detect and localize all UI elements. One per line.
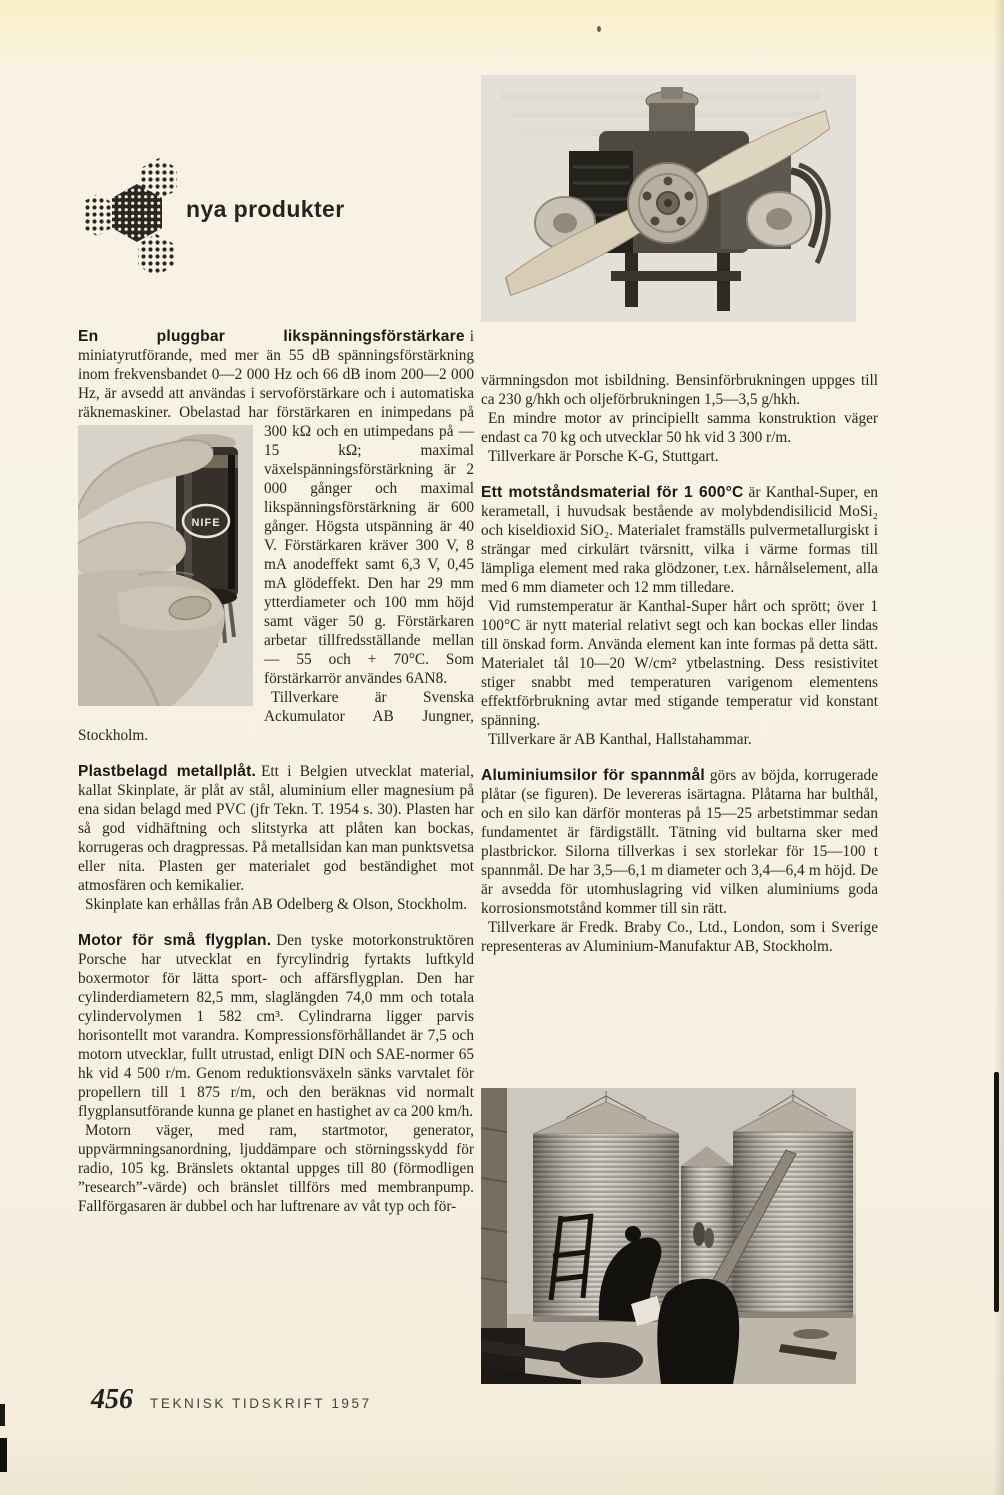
engine-propeller-photo: [481, 75, 856, 322]
scan-artifact: [597, 26, 601, 32]
article-amplifier-body-intro: i miniatyrutförande, med mer än 55 dB spänningsförstärkning inom frekvensbandet 0—2 000 Hz och 66 dB inom 200—2 000 Hz, är avsedd att användas i servoförstärkare och i automatiska räknemaskiner. Obelastad har förstärkaren en inimpedans på 300: [78, 328, 474, 440]
article-skinplate: [78, 762, 474, 895]
article-silos-heading: Aluminiumsilor för spannmål: [481, 767, 705, 784]
article-engine-cont-body2: En mindre motor av principiellt samma konstruktion väger endast ca 70 kg och utvecklar 50 hk vid 3 300 r/m.: [481, 410, 878, 446]
left-column: [78, 327, 474, 1216]
article-kanthal-maker: Tillverkare är AB Kanthal, Hallstahammar.: [488, 731, 752, 748]
article-kanthal-body-intro: är Kanthal-Super, en kerametall, i huvudsak bestående av molybdendisilicid MoSi₂ och kiseldioxid SiO₂. Materialet framställs pulvermetallurgiskt i strängar med cirkulärt tvärsnitt, vilka i värme formas till lämpliga element med raka glödzoner, t.ex. hårnålselement, alla med 6 mm diameter och 12 mm tilledare.: [481, 484, 879, 596]
article-silos: [481, 766, 878, 918]
article-skinplate-heading: Plastbelagd metallplåt.: [78, 763, 257, 780]
tube-brand-label: NIFE: [191, 517, 221, 529]
article-silos-maker: Tillverkare är Fredk. Braby Co., Ltd., London, som i Sverige representeras av Aluminium-Manufaktur AB, Stockholm.: [481, 919, 878, 955]
scan-tint: [0, 0, 1004, 70]
article-kanthal-body2: Vid rumstemperatur är Kanthal-Super hårt och sprött; över 1 100°C är nytt material relativt segt och kan bockas eller lindas till önskad form. Använda element kan inte formas på detta sätt. Materialet tål 10—20 W/cm² ytbelastning. Dess resistivitet stiger snabbt med temperaturen varigenom elementens effektförbrukning avtar med stigande temperatur vid konstant spänning.: [481, 598, 878, 729]
article-engine-continuation: värmningsdon mot isbildning. Bensinförbrukningen uppges till ca 230 g/hkh och oljeförbrukningen 1,5—3,5 g/hkh.: [481, 372, 878, 408]
scan-artifact: [994, 0, 1004, 1495]
article-engine-maker: Tillverkare är Porsche K-G, Stuttgart.: [488, 448, 719, 465]
section-title: nya produkter: [186, 196, 345, 222]
scan-artifact: [0, 1404, 5, 1426]
article-kanthal: [481, 483, 878, 597]
journal-title: TEKNISK TIDSKRIFT 1957: [150, 1396, 372, 1411]
article-amplifier-heading: En pluggbar likspänningsförstärkare: [78, 328, 465, 345]
silos-photo: [481, 1088, 856, 1384]
article-engine-heading: Motor för små flygplan.: [78, 932, 272, 949]
scan-artifact: [0, 1438, 7, 1472]
article-amplifier: [78, 327, 474, 688]
article-engine-body2: Motorn väger, med ram, startmotor, generator, uppvärmningsanordning, ljuddämpare och störningsskydd för radio, 105 kg. Bränslets oktantal uppges till 80 (förmodligen ”research”-värde) och bränslet tillförs med membranpump. Fallförgasaren är dubbel och har luftrenare av våt typ och för-: [78, 1122, 474, 1215]
article-engine: [78, 931, 474, 1121]
article-silos-body-intro: görs av böjda, korrugerade plåtar (se figuren). De levereras isärtagna. Plåtarna har bulthål, och en silo kan därför monteras på 15—25 arbetstimmar sedan fundamentet är färdigställt. Tätning vid bultarna sker med plastbrickor. Silorna tillverkas i sex storlekar för 15—100 t spannmål. De har 3,5—6,1 m diameter och 3,4—6,4 m höjd. De är avsedda för utomhuslagring vid vilken aluminiums goda korrosionsmotstånd kommer till sin rätt.: [481, 767, 878, 917]
article-kanthal-heading: Ett motståndsmaterial för 1 600°C: [481, 484, 744, 501]
article-skinplate-body: Ett i Belgien utvecklat material, kallat Skinplate, är plåt av stål, aluminium eller magnesium på ena sidan belagd med PVC (jfr Tekn. T. 1954 s. 30). Plasten har så god vidhäftning och slitstyrka att plåten kan bockas, korrugeras och dragpressas. På metallsidan kan man punktsvetsa eller nita. Plasten ger materialet god beständighet mot atmosfären och kemikalier.: [78, 763, 474, 894]
article-amplifier-body: kΩ och en utimpedans på — 15 kΩ; maximal växelspänningsförstärkning är 2 000 gånger och maximal likspänningsförstärkning är 600 gånger. Högsta utspänning är 40 V. Förstärkaren kräver 300 V, 8 mA anodeffekt samt 6,3 V, 0,45 mA glödeffekt. Den har 29 mm ytterdiameter och 100 mm höjd samt väger 50 g. Förstärkaren arbetar tillfredsställande mellan — 55 och + 70°C. Som förstärkarrör användes 6AN8.: [264, 423, 474, 687]
page-number: 456: [91, 1384, 133, 1415]
article-engine-body1: Den tyske motorkonstruktören Porsche har utvecklat en fyrcylindrig fyrtakts luftkyld boxermotor för lätta sport- och affärsflygplan. Den har cylinderdiametern 82,5 mm, slaglängden 74,0 mm och totala cylindervolymen 1 582 cm³. Cylindrarna ligger parvis horisontellt mot varandra. Kompressionsförhållandet är 7,5 och motorn utvecklar, fullt utrustad, enligt DIN och SAE-normer 65 hk vid 4 500 r/m. Genom reduktionsväxeln sänks varvtalet för propellern till 1 875 r/m, och den beräknas vid normalt flygplansutförande kunna ge planet en hastighet av ca 200 km/h.: [78, 932, 474, 1120]
article-skinplate-maker: Skinplate kan erhållas från AB Odelberg & Olson, Stockholm.: [85, 896, 468, 913]
right-column: [481, 371, 878, 956]
amplifier-hand-photo: [78, 425, 253, 706]
article-amplifier-maker: Tillverkare är Svenska Ackumulator AB Jungner, Stockholm.: [78, 689, 474, 744]
